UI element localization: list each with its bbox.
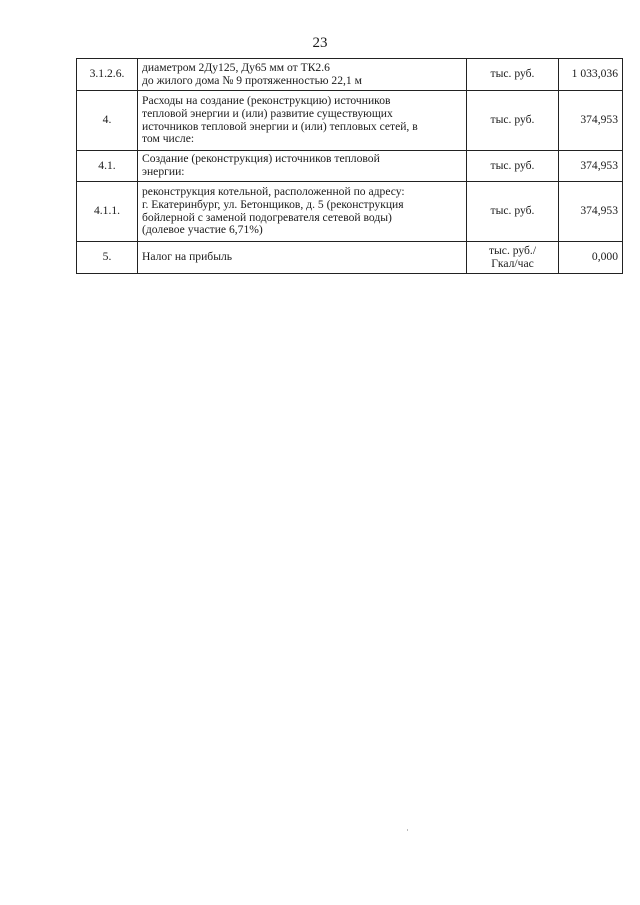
- description-cell: [138, 242, 467, 274]
- table-row: [77, 182, 623, 242]
- unit-line: тыс. руб.: [490, 67, 535, 81]
- unit-cell: [467, 182, 559, 242]
- page-number: 23: [312, 35, 328, 51]
- unit-cell: [467, 151, 559, 182]
- item-number-cell: 4.1.: [77, 151, 138, 182]
- description-cell: [138, 182, 467, 242]
- value-cell: 374,953: [559, 91, 623, 151]
- table-row: [77, 91, 623, 151]
- unit-line: тыс. руб.: [490, 158, 535, 172]
- unit-cell: [467, 91, 559, 151]
- value-cell: 1 033,036: [559, 59, 623, 91]
- description-line: г. Екатеринбург, ул. Бетонщиков, д. 5 (реконструкция: [142, 197, 404, 211]
- scan-speck: [407, 829, 408, 831]
- description-line: Налог на прибыль: [142, 250, 233, 264]
- table-row: [77, 151, 623, 182]
- description-cell: [138, 151, 467, 182]
- item-number-cell: 4.1.1.: [77, 182, 138, 242]
- description-line: (долевое участие 6,71%): [142, 223, 263, 237]
- table-row: [77, 59, 623, 91]
- description-line: Создание (реконструкция) источников тепловой: [142, 152, 380, 166]
- description-line: тепловой энергии и (или) развитие существующих: [142, 106, 393, 120]
- description-line: источников тепловой энергии и (или) тепловых сетей, в: [142, 119, 418, 133]
- description-cell: [138, 59, 467, 91]
- unit-cell: [467, 59, 559, 91]
- unit-cell: [467, 242, 559, 274]
- description-line: до жилого дома № 9 протяженностью 22,1 м: [142, 73, 362, 87]
- description-line: бойлерной с заменой подогревателя сетевой воды): [142, 210, 392, 224]
- description-line: диаметром 2Ду125, Ду65 мм от ТК2.6: [142, 60, 330, 74]
- unit-line: тыс. руб.: [490, 113, 535, 127]
- unit-line: тыс. руб.: [490, 204, 535, 218]
- unit-line: тыс. руб./: [488, 243, 537, 257]
- item-number-cell: 3.1.2.6.: [77, 59, 138, 91]
- description-line: том числе:: [142, 132, 195, 146]
- value-cell: 0,000: [559, 242, 623, 274]
- cost-table: [76, 58, 623, 274]
- description-cell: [138, 91, 467, 151]
- value-cell: 374,953: [559, 182, 623, 242]
- unit-line: Гкал/час: [491, 256, 534, 270]
- item-number-cell: 5.: [77, 242, 138, 274]
- item-number-cell: 4.: [77, 91, 138, 151]
- table-row: [77, 242, 623, 274]
- description-line: Расходы на создание (реконструкцию) источников: [142, 93, 391, 107]
- value-cell: 374,953: [559, 151, 623, 182]
- description-line: энергии:: [142, 165, 185, 178]
- description-line: реконструкция котельной, расположенной по адресу:: [142, 184, 405, 198]
